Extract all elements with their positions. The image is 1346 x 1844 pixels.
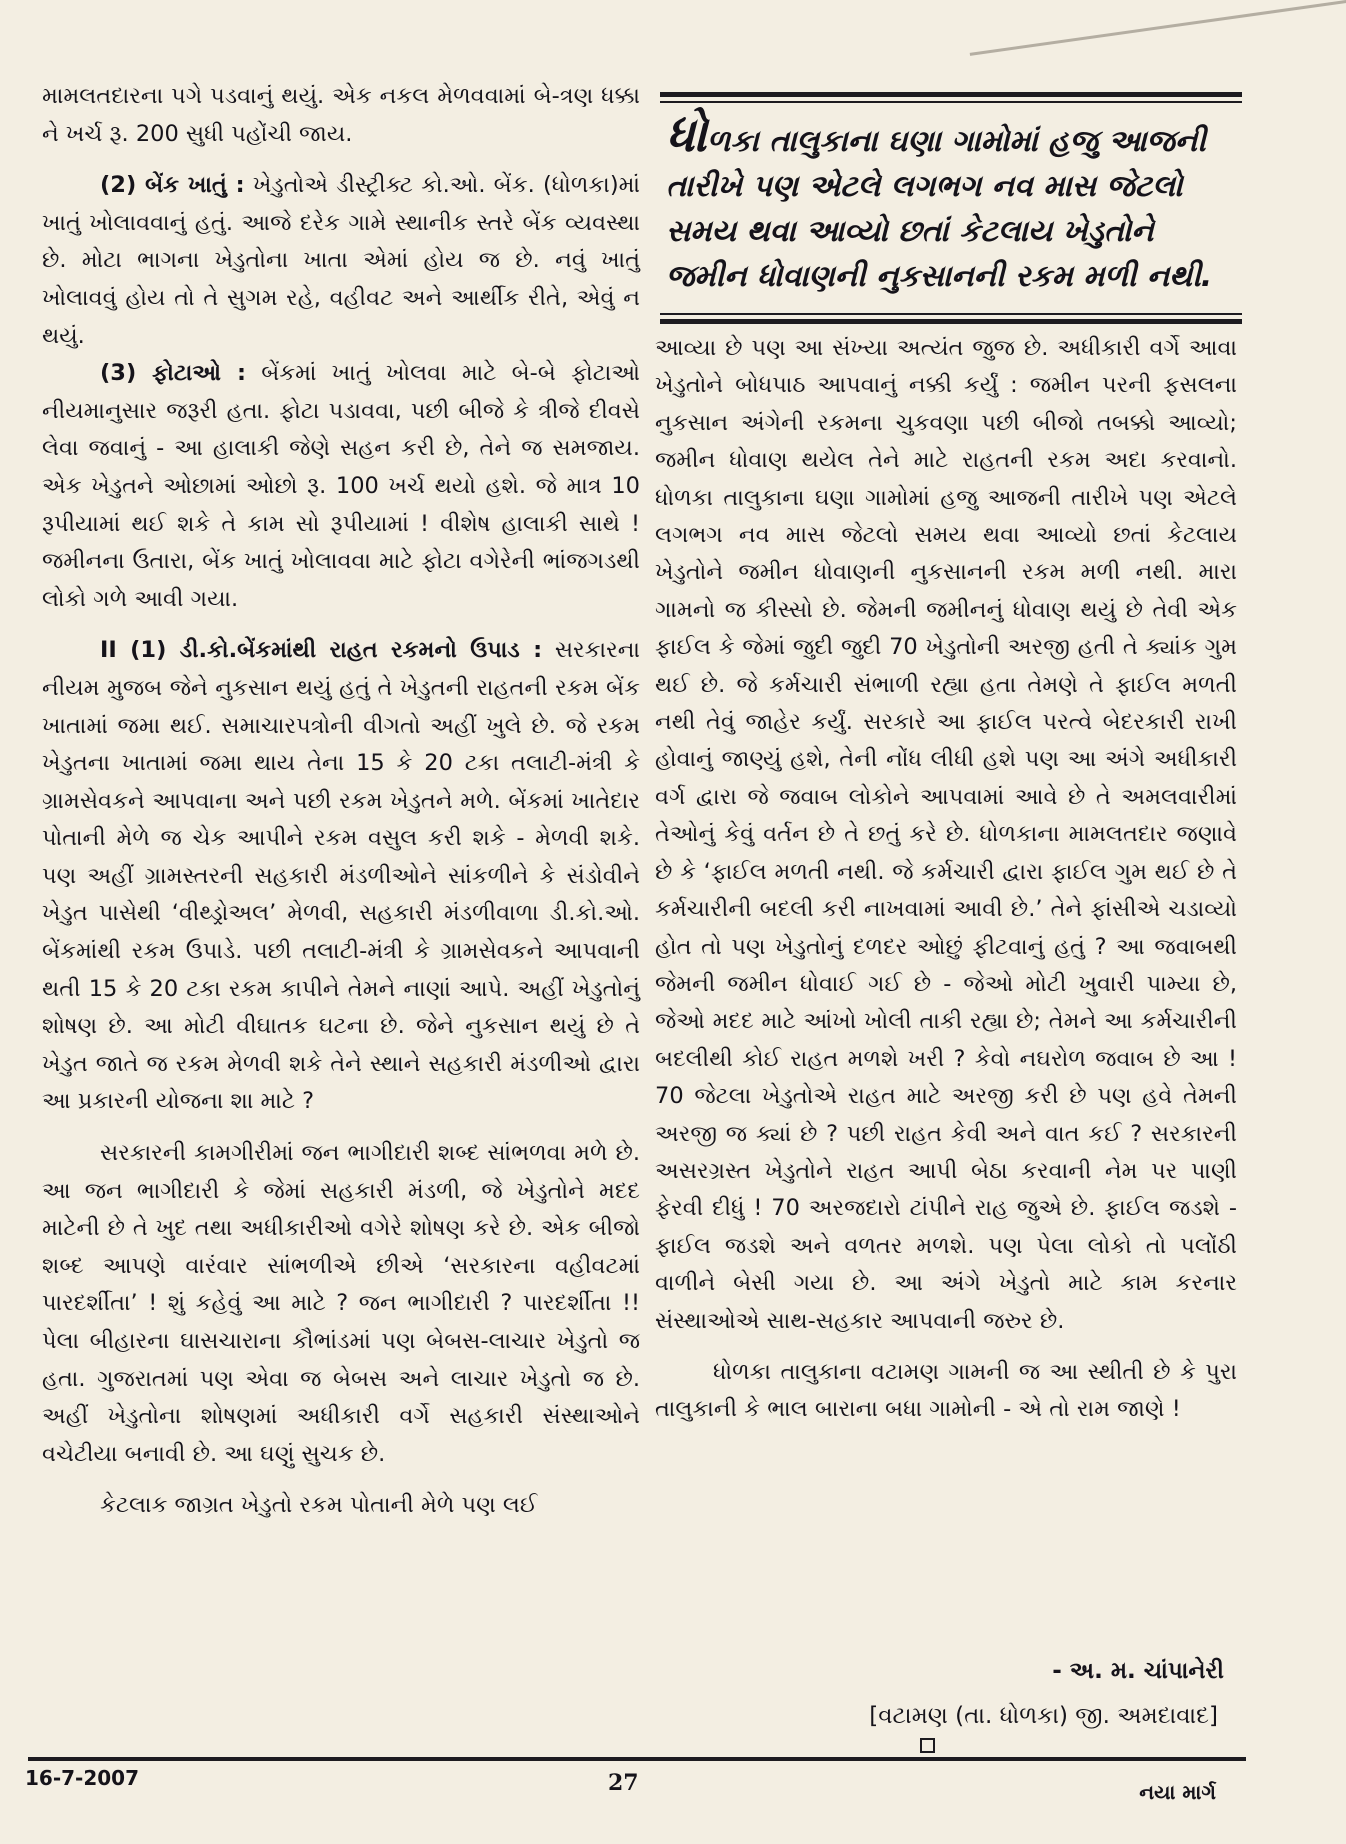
pull-quote-body: ળકા તાલુકાના ઘણા ગામોમાં હજુ આજની તારીખે પણ એટલે લગભગ નવ માસ જેટલો સમય થવા આવ્યો છતાં કેટલાય ખેડુતોને જમીન ધોવાણની નુકસાનની રકમ મળી નથી.: [666, 124, 1213, 294]
left-paragraph-5: સરકારની કામગીરીમાં જન ભાગીદારી શબ્દ સાંભળવા મળે છે. આ જન ભાગીદારી કે જેમાં સહકારી મંડળી, જે ખેડુતોને મદદ માટેની છે તે ખુદ તથા અધીકારીઓ વગેરે શોષણ કરે છે. એક બીજો શબ્દ આપણે વારંવાર સાંભળીએ છીએ ‘સરકારના વહીવટમાં પારદર્શીતા’ ! શું કહેવું આ માટે ? જન ભાગીદારી ? પારદર્શીતા !! પેલા બીહારના ઘાસચારાના કૌભાંડમાં પણ બેબસ-લાચાર ખેડુતો જ હતા. ગુજરાતમાં પણ એવા જ બેબસ અને લાચાર ખેડુતો જ છે. અહીં ખેડુતોના શોષણમાં અધીકારી વર્ગે સહકારી સંસ્થાઓને વચેટીયા બનાવી છે. આ ઘણું સુચક છે.: [42, 1140, 640, 1467]
issue-date: 16-7-2007: [25, 1766, 140, 1790]
left-paragraph-2: [42, 167, 640, 355]
right-paragraph-2: ધોળકા તાલુકાના વટામણ ગામની જ આ સ્થીતી છે કે પુરા તાલુકાની કે ભાલ બારાના બધા ગામોની - એ તો રામ જાણે !: [655, 1358, 1237, 1423]
bank-account-text: ખેડુતોએ ડીસ્ટ્રીક્ટ કો.ઓ. બેંક. (ધોળકા)માં ખાતું ખોલાવવાનું હતું. આજે દરેક ગામે સ્થાનીક સ્તરે બેંક વ્યવસ્થા છે. મોટા ભાગના ખેડુતોના ખાતા એમાં હોય જ છે. નવું ખાતું ખોલાવવું હોય તો તે સુગમ રહે, વહીવટ અને આર્થીક રીતે, એવું ન થયું.: [42, 172, 640, 349]
pull-quote-bottom-thin-rule: [660, 313, 1242, 315]
pull-quote-text: [660, 103, 1242, 313]
left-paragraph-3: [42, 355, 640, 618]
left-paragraph-6: કેટલાક જાગ્રત ખેડુતો રકમ પોતાની મેળે પણ લઈ: [100, 1492, 538, 1519]
pull-quote-dropcap: ધો: [666, 107, 707, 163]
right-column: [655, 330, 1237, 1429]
right-paragraph-1: આવ્યા છે પણ આ સંખ્યા અત્યંત જુજ છે. અધીકારી વર્ગે આવા ખેડુતોને બોધપાઠ આપવાનું નક્કી કર્યું : જમીન પરની ફસલના નુકસાન અંગેની રકમના ચુકવણા પછી બીજો તબક્કો આવ્યો; જમીન ધોવાણ થયેલ તેને માટે રાહતની રકમ અદા કરવાનો. ધોળકા તાલુકાના ઘણા ગામોમાં હજુ આજની તારીખે પણ એટલે લગભગ નવ માસ જેટલો સમય થવા આવ્યો છતાં કેટલાય ખેડુતોને જમીન ધોવાણની નુકસાનની રકમ મળી નથી. મારા ગામનો જ કીસ્સો છે. જેમની જમીનનું ધોવાણ થયું છે તેવી એક ફાઈલ કે જેમાં જુદી જુદી 70 ખેડુતોની અરજી હતી તે ક્યાંક ગુમ થઈ છે. જે કર્મચારી સંભાળી રહ્યા હતા તેમણે તે ફાઈલ મળતી નથી તેવું જાહેર કર્યું. સરકારે આ ફાઈલ પરત્વે બેદરકારી રાખી હોવાનું જાણ્યું હશે, તેની નોંધ લીધી હશે પણ આ અંગે અધીકારી વર્ગ દ્વારા જે જવાબ લોકોને આપવામાં આવે છે તે અમલવારીમાં તેઓનું કેવું વર્તન છે તે છતું કરે છે. ધોળકાના મામલતદાર જણાવે છે કે ‘ફાઈલ મળતી નથી. જે કર્મચારી દ્વારા ફાઈલ ગુમ થઈ છે તે કર્મચારીની બદલી કરી નાખવામાં આવી છે.’ તેને ફાંસીએ ચડાવ્યો હોત તો પણ ખેડુતોનું દળદર ઓછું ફીટવાનું હતું ? આ જવાબથી જેમની જમીન ધોવાઈ ગઈ છે - જેઓ મોટી ખુવારી પામ્યા છે, જેઓ મદદ માટે આંખો ખોલી તાકી રહ્યા છે; તેમને આ કર્મચારીની બદલીથી કોઈ રાહત મળશે ખરી ? કેવો નઘરોળ જવાબ છે આ ! 70 જેટલા ખેડુતોએ રાહત માટે અરજી કરી છે પણ હવે તેમની અરજી જ ક્યાં છે ? પછી રાહત કેવી અને વાત કઈ ? સરકારની અસરગ્રસ્ત ખેડુતોને રાહત આપી બેઠા કરવાની નેમ પર પાણી ફેરવી દીધું ! 70 અરજદારો ટાંપીને રાહ જુએ છે. ફાઈલ જડશે - ફાઈલ જડશે અને વળતર મળશે. પણ પેલા લોકો તો પલોંઠી વાળીને બેસી ગયા છે. આ અંગે ખેડુતો માટે કામ કરનાર સંસ્થાઓએ સાથ-સહકાર આપવાની જરુર છે.: [655, 335, 1237, 1334]
article-end-mark: [920, 1738, 935, 1753]
footer-rule: [28, 1757, 1246, 1761]
pull-quote: [660, 92, 1242, 324]
bank-account-heading: (2) બેંક ખાતું :: [100, 172, 245, 199]
photos-text: બેંકમાં ખાતું ખોલવા માટે બે-બે ફોટાઓ નીયમાનુસાર જરૂરી હતા. ફોટા પડાવવા, પછી બીજે કે ત્રીજે દીવસે લેવા જવાનું - આ હાલાકી જેણે સહન કરી છે, તેને જ સમજાય. એક ખેડુતને ઓછામાં ઓછો રૂ. 100 ખર્ચ થયો હશે. જે માત્ર 10 રૂપીયામાં થઈ શકે તે કામ સો રૂપીયામાં ! વીશેષ હાલાકી સાથે ! જમીનના ઉતારા, બેંક ખાતું ખોલાવવા માટે ફોટા વગેરેની ભાંજગડથી લોકો ગળે આવી ગયા.: [42, 360, 641, 612]
author-signature: - અ. મ. ચાંપાનેરી: [1052, 1658, 1224, 1684]
left-paragraph-4: [42, 632, 640, 1121]
left-paragraph-1: મામલતદારના પગે પડવાનું થયું. એક નકલ મેળવવામાં બે-ત્રણ ધક્કા ને ખર્ચ રૂ. 200 સુધી પહોંચી જાય.: [42, 83, 640, 147]
magazine-name: નયા માર્ગ: [1139, 1780, 1216, 1804]
photos-heading: (3) ફોટાઓ :: [100, 360, 246, 387]
pull-quote-bottom-rule: [660, 319, 1242, 324]
paper-fold-mark: [970, 0, 1346, 56]
pull-quote-top-rule: [660, 92, 1242, 97]
left-column: [42, 78, 640, 1525]
withdrawal-heading: II (1) ડી.કો.બેંકમાંથી રાહત રકમનો ઉપાડ :: [100, 637, 543, 664]
withdrawal-text: સરકારના નીયમ મુજબ જેને નુકસાન થયું હતું તે ખેડુતની રાહતની રકમ બેંક ખાતામાં જમા થઈ. સમાચારપત્રોની વીગતો અહીં ખુલે છે. જે રકમ ખેડુતના ખાતામાં જમા થાય તેના 15 કે 20 ટકા તલાટી-મંત્રી કે ગ્રામસેવકને આપવાના અને પછી રકમ ખેડુતને મળે. બેંકમાં ખાતેદાર પોતાની મેળે જ ચેક આપીને રકમ વસુલ કરી શકે - મેળવી શકે. પણ અહીં ગ્રામસ્તરની સહકારી મંડળીઓને સાંકળીને કે સંડોવીને ખેડુત પાસેથી ‘વીથ્ડ્રોઅલ’ મેળવી, સહકારી મંડળીવાળા ડી.કો.ઓ. બેંકમાંથી રકમ ઉપાડે. પછી તલાટી-મંત્રી કે ગ્રામસેવકને આપવાની થતી 15 કે 20 ટકા રકમ કાપીને તેમને નાણાં આપે. અહીં ખેડુતોનું શોષણ છે. આ મોટી વીઘાતક ઘટના છે. જેને નુકસાન થયું છે તે ખેડુત જાતે જ રકમ મેળવી શકે તેને સ્થાને સહકારી મંડળીઓ દ્વારા આ પ્રકારની યોજના શા માટે ?: [42, 637, 640, 1115]
author-place: [વટામણ (તા. ધોળકા) જી. અમદાવાદ]: [869, 1703, 1218, 1729]
page-number: 27: [608, 1770, 639, 1796]
